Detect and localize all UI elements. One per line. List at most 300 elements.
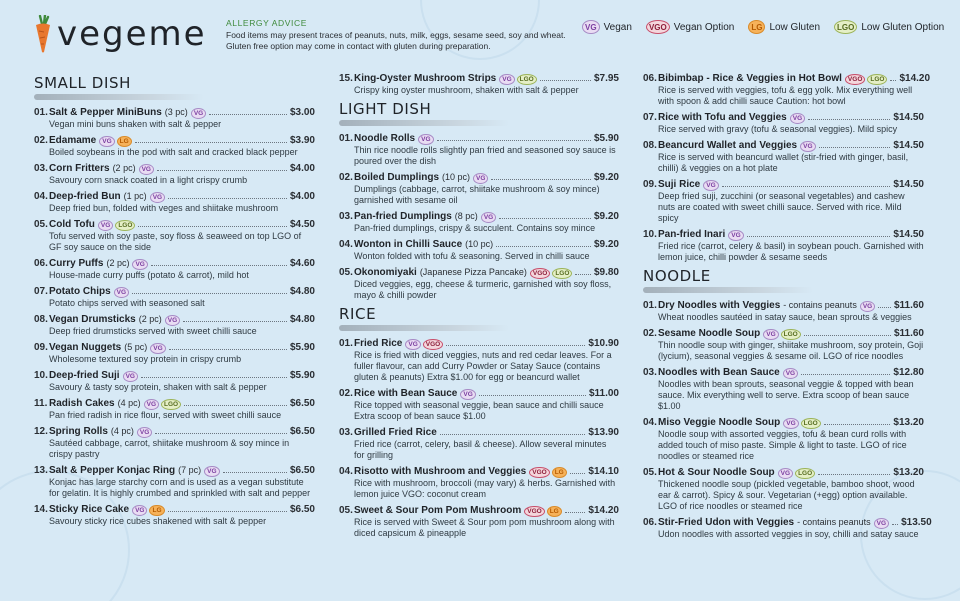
item-number: 03. bbox=[339, 427, 353, 438]
vg-badge-icon: VG bbox=[139, 164, 154, 175]
item-note: (8 pc) bbox=[454, 211, 478, 221]
item-dietary-tags bbox=[460, 389, 475, 400]
item-dietary-tags bbox=[473, 173, 488, 184]
item-dietary-tags bbox=[191, 108, 206, 119]
item-number: 02. bbox=[339, 388, 353, 399]
item-number: 01. bbox=[34, 107, 48, 118]
dot-leader bbox=[722, 186, 891, 187]
dot-leader bbox=[808, 119, 890, 120]
item-price: $5.90 bbox=[593, 133, 619, 144]
vg-badge-icon: VG bbox=[418, 134, 433, 145]
vg-badge-icon: VG bbox=[499, 74, 514, 85]
item-price: $6.50 bbox=[289, 426, 315, 437]
item-price: $3.90 bbox=[289, 135, 315, 146]
vgo-badge-icon: VGO bbox=[646, 20, 670, 34]
item-number: 01. bbox=[339, 338, 353, 349]
dot-leader bbox=[890, 80, 896, 81]
vg-badge-icon: VG bbox=[703, 180, 718, 191]
item-name: Deep-fried Bun bbox=[49, 191, 121, 202]
item-name: Risotto with Mushroom and Veggies bbox=[354, 466, 527, 477]
menu-item bbox=[34, 397, 315, 421]
item-number: 08. bbox=[34, 314, 48, 325]
item-price: $4.00 bbox=[289, 191, 315, 202]
item-dietary-tags bbox=[800, 141, 815, 152]
menu-item bbox=[643, 139, 924, 174]
item-description: Thickened noodle soup (pickled vegetable, bamboo shoot, wood ear & carrot). Spicy & sour. Vegetarian (+egg) option available. LGO of rice noodles or steamed rice bbox=[658, 479, 915, 511]
section-underline bbox=[34, 94, 204, 100]
item-description: Tofu served with soy paste, soy floss & seaweed on top LGO of GF soy sauce on the side bbox=[49, 231, 302, 252]
item-number: 04. bbox=[34, 191, 48, 202]
menu-item bbox=[643, 366, 924, 412]
item-number: 01. bbox=[339, 133, 353, 144]
item-price: $4.80 bbox=[289, 314, 315, 325]
menu-column-middle bbox=[339, 72, 619, 543]
item-price: $4.50 bbox=[289, 219, 315, 230]
item-name: Beancurd Wallet and Veggies bbox=[658, 140, 798, 151]
menu-item bbox=[339, 132, 619, 167]
vg-badge-icon: VG bbox=[144, 399, 159, 410]
item-dietary-tags bbox=[530, 268, 573, 279]
legend-item-lgo bbox=[834, 20, 944, 34]
dot-leader bbox=[169, 349, 287, 350]
item-note: (2 pc) bbox=[138, 314, 162, 324]
item-price: $4.80 bbox=[289, 286, 315, 297]
item-description: Wholesome textured soy protein in crispy crumb bbox=[49, 354, 242, 364]
menu-item bbox=[34, 341, 315, 365]
lgo-badge-icon: LGO bbox=[781, 329, 801, 340]
item-price: $6.50 bbox=[289, 465, 315, 476]
item-price: $9.20 bbox=[593, 172, 619, 183]
dot-leader bbox=[804, 335, 891, 336]
item-note: (4 pc) bbox=[117, 398, 141, 408]
dot-leader bbox=[440, 434, 586, 435]
menu-header bbox=[0, 0, 960, 62]
dot-leader bbox=[135, 142, 287, 143]
item-name: Noodles with Bean Sauce bbox=[658, 367, 780, 378]
item-dietary-tags bbox=[703, 180, 718, 191]
menu-item bbox=[643, 178, 924, 224]
item-price: $4.00 bbox=[289, 163, 315, 174]
item-note: (2 pc) bbox=[112, 163, 136, 173]
item-dietary-tags bbox=[132, 259, 147, 270]
menu-item bbox=[34, 190, 315, 214]
item-description: Thin noodle soup with ginger, shiitake mushroom, soy protein, Goji (lycium), seasonal veggies & sesame oil. LGO of rice noodles bbox=[658, 340, 924, 361]
item-name: Fried Rice bbox=[354, 338, 403, 349]
item-name: Okonomiyaki bbox=[354, 267, 417, 278]
item-dietary-tags bbox=[728, 230, 743, 241]
item-number: 05. bbox=[339, 505, 353, 516]
item-price: $14.10 bbox=[588, 466, 619, 477]
item-note: (5 pc) bbox=[124, 342, 148, 352]
item-name: Curry Puffs bbox=[49, 258, 104, 269]
menu-item bbox=[34, 134, 315, 158]
item-name: Suji Rice bbox=[658, 179, 701, 190]
legend-item-vgo bbox=[646, 20, 734, 34]
brand-name: vegeme bbox=[57, 14, 207, 54]
item-price: $11.60 bbox=[893, 328, 924, 339]
item-description: Thin rice noodle rolls slightly pan fried and seasoned soy sauce is poured over the dish bbox=[354, 145, 616, 166]
item-name: Dry Noodles with Veggies bbox=[658, 300, 781, 311]
item-name: Sesame Noodle Soup bbox=[658, 328, 761, 339]
item-number: 14. bbox=[34, 504, 48, 515]
item-description: Diced veggies, egg, cheese & turmeric, garnished with soy floss, mayo & chilli powder bbox=[354, 279, 612, 300]
menu-item bbox=[339, 171, 619, 206]
item-description: Rice with mushroom, broccoli (may vary) & herbs. Garnished with lemon juice VGO: coconut cream bbox=[354, 478, 616, 499]
dot-leader bbox=[155, 433, 287, 434]
item-number: 11. bbox=[34, 398, 48, 409]
menu-item bbox=[643, 466, 924, 512]
dot-leader bbox=[184, 405, 287, 406]
item-number: 02. bbox=[34, 135, 48, 146]
item-name: Bibimbap - Rice & Veggies in Hot Bowl bbox=[658, 73, 842, 84]
item-description: Konjac has large starchy corn and is used as a vegan substitute for gelatin. It is highly crumbed and sprinkled with salt and pepper bbox=[49, 477, 311, 498]
item-description: Savoury corn snack coated in a light crispy crumb bbox=[49, 175, 248, 185]
vgo-badge-icon: VGO bbox=[524, 506, 544, 517]
dot-leader bbox=[892, 524, 898, 525]
dot-leader bbox=[824, 424, 891, 425]
lgo-badge-icon: LGO bbox=[552, 268, 572, 279]
vg-badge-icon: VG bbox=[165, 315, 180, 326]
item-price: $9.80 bbox=[593, 267, 619, 278]
item-description: Noodle soup with assorted veggies, tofu & bean curd rolls with added touch of miso paste. Simple & light to taste. LGO of rice noodles or steamed rice bbox=[658, 429, 907, 461]
item-price: $13.20 bbox=[893, 467, 924, 478]
item-number: 12. bbox=[34, 426, 48, 437]
section-title: LIGHT DISH bbox=[339, 100, 432, 118]
dot-leader bbox=[223, 472, 287, 473]
item-number: 04. bbox=[643, 417, 657, 428]
item-number: 13. bbox=[34, 465, 48, 476]
item-price: $6.50 bbox=[289, 398, 315, 409]
item-description: Rice served with gravy (tofu & seasonal veggies). Mild spicy bbox=[658, 124, 898, 134]
item-number: 06. bbox=[34, 258, 48, 269]
item-number: 06. bbox=[643, 517, 657, 528]
vg-badge-icon: VG bbox=[728, 230, 743, 241]
dot-leader bbox=[141, 377, 287, 378]
item-dietary-tags bbox=[144, 399, 182, 410]
item-name: Salt & Pepper MiniBuns bbox=[49, 107, 162, 118]
item-number: 05. bbox=[34, 219, 48, 230]
menu-column-right bbox=[643, 72, 932, 544]
lgo-badge-icon: LGO bbox=[834, 20, 857, 34]
item-price: $14.20 bbox=[899, 73, 931, 84]
item-description: Fried rice (carrot, celery & basil) in soybean pouch. Garnished with lemon juice, chilli powder & sesame seeds bbox=[658, 241, 924, 262]
item-name: Rice with Bean Sauce bbox=[354, 388, 458, 399]
dot-leader bbox=[151, 265, 287, 266]
item-number: 10. bbox=[34, 370, 48, 381]
item-description: Wheat noodles sautéed in satay sauce, bean sprouts & veggies bbox=[658, 312, 912, 322]
item-description: Deep fried drumsticks served with sweet chilli sauce bbox=[49, 326, 257, 336]
legend-label: Low Gluten bbox=[769, 21, 821, 33]
item-number: 03. bbox=[34, 163, 48, 174]
item-dietary-tags bbox=[418, 134, 433, 145]
allergy-advice bbox=[226, 18, 566, 51]
vgo-badge-icon: VGO bbox=[529, 467, 549, 478]
dot-leader bbox=[157, 170, 287, 171]
menu-item bbox=[339, 387, 619, 422]
item-name: Cold Tofu bbox=[49, 219, 95, 230]
item-description: Rice is served with veggies, tofu & egg yolk. Mix everything well with spoon & add chilli sauce Caution: hot bowl bbox=[658, 85, 913, 106]
vg-badge-icon: VG bbox=[763, 329, 778, 340]
item-dietary-tags bbox=[529, 467, 566, 478]
dot-leader bbox=[747, 236, 891, 237]
item-number: 07. bbox=[34, 286, 48, 297]
item-note: - contains peanuts bbox=[783, 300, 857, 310]
dot-leader bbox=[540, 80, 591, 81]
legend-label: Vegan bbox=[603, 21, 632, 33]
vgo-badge-icon: VGO bbox=[530, 268, 550, 279]
dot-leader bbox=[496, 246, 591, 247]
item-price: $3.00 bbox=[289, 107, 315, 118]
item-number: 01. bbox=[643, 300, 657, 311]
menu-item bbox=[339, 465, 619, 500]
vg-badge-icon: VG bbox=[783, 368, 798, 379]
section-title: SMALL DISH bbox=[34, 74, 131, 92]
item-note: (4 pc) bbox=[110, 426, 134, 436]
dot-leader bbox=[878, 307, 891, 308]
dot-leader bbox=[209, 114, 287, 115]
item-name: Salt & Pepper Konjac Ring bbox=[49, 465, 176, 476]
dot-leader bbox=[565, 512, 586, 513]
item-price: $7.95 bbox=[593, 73, 619, 84]
item-price: $14.50 bbox=[893, 112, 924, 123]
item-description: Fried rice (carrot, celery, basil & cheese). Allow several minutes for grilling bbox=[354, 439, 607, 460]
item-name: Vegan Drumsticks bbox=[49, 314, 136, 325]
vg-badge-icon: VG bbox=[132, 259, 147, 270]
menu-item bbox=[34, 464, 315, 499]
vg-badge-icon: VG bbox=[874, 518, 889, 529]
lg-badge-icon: LG bbox=[748, 20, 765, 34]
item-description: Rice is served with beancurd wallet (stir-fried with ginger, basil, chilli) & veggies on a hot plate bbox=[658, 152, 909, 173]
vg-badge-icon: VG bbox=[800, 141, 815, 152]
menu-item bbox=[34, 285, 315, 309]
item-dietary-tags bbox=[778, 468, 816, 479]
menu-item bbox=[34, 106, 315, 130]
menu-item bbox=[34, 425, 315, 460]
item-dietary-tags bbox=[860, 301, 875, 312]
menu-item bbox=[34, 257, 315, 281]
item-name: Radish Cakes bbox=[49, 398, 115, 409]
menu-item bbox=[643, 416, 924, 462]
allergy-title: ALLERGY ADVICE bbox=[226, 18, 307, 28]
legend-label: Low Gluten Option bbox=[861, 21, 945, 33]
item-description: Pan fried radish in rice flour, served with sweet chilli sauce bbox=[49, 410, 282, 420]
menu-item bbox=[643, 327, 924, 362]
dot-leader bbox=[446, 345, 585, 346]
vegeme-logo bbox=[33, 15, 207, 53]
item-number: 09. bbox=[643, 179, 657, 190]
vg-badge-icon: VG bbox=[99, 136, 114, 147]
item-description: Crispy king oyster mushroom, shaken with salt & pepper bbox=[354, 85, 579, 95]
menu-column-left bbox=[34, 72, 315, 531]
vg-badge-icon: VG bbox=[204, 466, 219, 477]
item-dietary-tags bbox=[405, 339, 443, 350]
legend-label: Vegan Option bbox=[673, 21, 735, 33]
item-name: Hot & Sour Noodle Soup bbox=[658, 467, 775, 478]
vg-badge-icon: VG bbox=[460, 389, 475, 400]
vg-badge-icon: VG bbox=[150, 192, 165, 203]
item-dietary-tags bbox=[99, 136, 131, 147]
vgo-badge-icon: VGO bbox=[845, 74, 865, 85]
item-name: Sweet & Sour Pom Pom Mushroom bbox=[354, 505, 522, 516]
allergy-text: Food items may present traces of peanuts, nuts, milk, eggs, sesame seed, soy and wheat. Gluten free option may come in contact with gluten during preparation. bbox=[226, 30, 566, 51]
dot-leader bbox=[819, 147, 891, 148]
item-price: $14.50 bbox=[893, 179, 924, 190]
item-price: $9.20 bbox=[593, 239, 619, 250]
menu-item bbox=[34, 313, 315, 337]
item-name: Edamame bbox=[49, 135, 97, 146]
menu-item bbox=[34, 503, 315, 527]
item-description: Potato chips served with seasoned salt bbox=[49, 298, 205, 308]
menu-item bbox=[34, 162, 315, 186]
item-note: (10 pc) bbox=[442, 172, 471, 182]
dot-leader bbox=[183, 321, 287, 322]
item-name: Spring Rolls bbox=[49, 426, 108, 437]
menu-item bbox=[339, 426, 619, 461]
dietary-legend bbox=[582, 20, 944, 34]
item-description: Savoury & tasty soy protein, shaken with salt & pepper bbox=[49, 382, 267, 392]
dot-leader bbox=[491, 179, 591, 180]
dot-leader bbox=[168, 198, 287, 199]
item-price: $11.60 bbox=[893, 300, 924, 311]
item-dietary-tags bbox=[123, 371, 138, 382]
item-name: Corn Fritters bbox=[49, 163, 110, 174]
lg-badge-icon: LG bbox=[547, 506, 562, 517]
lg-badge-icon: LG bbox=[117, 136, 132, 147]
item-dietary-tags bbox=[524, 506, 561, 517]
item-dietary-tags bbox=[481, 212, 496, 223]
menu-item bbox=[339, 238, 619, 262]
menu-item bbox=[34, 218, 315, 253]
item-description: Pan-fried dumplings, crispy & succulent. Contains soy mince bbox=[354, 223, 596, 233]
vg-badge-icon: VG bbox=[778, 468, 793, 479]
item-name: Boiled Dumplings bbox=[354, 172, 439, 183]
section-title: NOODLE bbox=[643, 267, 711, 285]
item-description: Udon noodles with assorted veggies in soy, chilli and satay sauce bbox=[658, 529, 919, 539]
item-name: Rice with Tofu and Veggies bbox=[658, 112, 787, 123]
item-dietary-tags bbox=[783, 418, 821, 429]
item-price: $9.20 bbox=[593, 211, 619, 222]
lgo-badge-icon: LGO bbox=[795, 468, 815, 479]
item-description: Boiled soybeans in the pod with salt and cracked black pepper bbox=[49, 147, 298, 157]
item-price: $5.90 bbox=[289, 370, 315, 381]
dot-leader bbox=[818, 474, 890, 475]
item-description: Rice is fried with diced veggies, nuts and red cedar leaves. For a fuller flavour, can add Curry Powder or Satay Sauce (contains gluten & peanuts) Extra $1.00 for egg or beancurd wallet bbox=[354, 350, 612, 382]
vg-badge-icon: VG bbox=[150, 343, 165, 354]
menu-item bbox=[339, 210, 619, 234]
item-description: Noodles with bean sprouts, seasonal veggie & topped with bean sauce. Mix everything well to serve. Extra scoop of bean sauce $1.00 bbox=[658, 379, 914, 411]
item-dietary-tags bbox=[845, 74, 888, 85]
item-number: 03. bbox=[339, 211, 353, 222]
item-name: Noodle Rolls bbox=[354, 133, 416, 144]
item-number: 10. bbox=[643, 229, 657, 240]
item-name: Wonton in Chilli Sauce bbox=[354, 239, 463, 250]
vg-badge-icon: VG bbox=[98, 220, 113, 231]
dot-leader bbox=[479, 395, 586, 396]
menu-item bbox=[339, 504, 619, 539]
vg-badge-icon: VG bbox=[137, 427, 152, 438]
item-name: Pan-fried Inari bbox=[658, 229, 726, 240]
item-dietary-tags bbox=[98, 220, 136, 231]
section-underline bbox=[643, 287, 813, 293]
item-note: (2 pc) bbox=[106, 258, 130, 268]
item-name: Vegan Nuggets bbox=[49, 342, 122, 353]
lg-badge-icon: LG bbox=[552, 467, 567, 478]
legend-item-vg bbox=[582, 20, 632, 34]
vg-badge-icon: VG bbox=[123, 371, 138, 382]
item-dietary-tags bbox=[874, 518, 889, 529]
dot-leader bbox=[132, 293, 287, 294]
item-number: 05. bbox=[339, 267, 353, 278]
vg-badge-icon: VG bbox=[790, 113, 805, 124]
menu-item bbox=[339, 72, 619, 96]
item-number: 04. bbox=[339, 239, 353, 250]
dot-leader bbox=[570, 473, 586, 474]
item-dietary-tags bbox=[499, 74, 537, 85]
item-number: 04. bbox=[339, 466, 353, 477]
item-note: (1 pc) bbox=[123, 191, 147, 201]
item-name: Sticky Rice Cake bbox=[49, 504, 130, 515]
item-price: $6.50 bbox=[289, 504, 315, 515]
vg-badge-icon: VG bbox=[481, 212, 496, 223]
item-dietary-tags bbox=[790, 113, 805, 124]
item-price: $14.20 bbox=[588, 505, 619, 516]
vg-badge-icon: VG bbox=[191, 108, 206, 119]
item-description: Deep fried bun, folded with veges and shiitake mushroom bbox=[49, 203, 279, 213]
dot-leader bbox=[437, 140, 591, 141]
item-description: Savoury sticky rice cubes shakened with salt & pepper bbox=[49, 516, 267, 526]
item-dietary-tags bbox=[150, 343, 165, 354]
item-name: Stir-Fried Udon with Veggies bbox=[658, 517, 795, 528]
item-note: (7 pc) bbox=[178, 465, 202, 475]
section-title: RICE bbox=[339, 305, 377, 323]
menu-item bbox=[339, 266, 619, 301]
section-underline bbox=[339, 120, 509, 126]
section-underline bbox=[339, 325, 509, 331]
item-note: (Japanese Pizza Pancake) bbox=[419, 267, 527, 277]
vg-badge-icon: VG bbox=[114, 287, 129, 298]
lgo-badge-icon: LGO bbox=[867, 74, 887, 85]
item-price: $10.90 bbox=[588, 338, 619, 349]
dot-leader bbox=[168, 511, 287, 512]
item-number: 06. bbox=[643, 73, 657, 84]
vg-badge-icon: VG bbox=[473, 173, 488, 184]
item-dietary-tags bbox=[139, 164, 154, 175]
menu-item bbox=[643, 72, 931, 107]
menu-item bbox=[34, 369, 315, 393]
item-price: $11.00 bbox=[588, 388, 619, 399]
item-name: Grilled Fried Rice bbox=[354, 427, 437, 438]
item-description: Rice is served with Sweet & Sour pom pom mushroom along with diced capsicum & pineapple bbox=[354, 517, 615, 538]
item-number: 07. bbox=[643, 112, 657, 123]
item-description: Rice topped with seasonal veggie, bean sauce and chilli sauce Extra scoop of bean sauce $1.00 bbox=[354, 400, 604, 421]
item-description: Deep fried suji, zucchini (or seasonal vegetables) and cashew nuts are coated with sweet chilli sauce. Served with rice. Mild spicy bbox=[658, 191, 905, 223]
vg-badge-icon: VG bbox=[783, 418, 798, 429]
item-price: $12.80 bbox=[893, 367, 924, 378]
item-price: $4.60 bbox=[289, 258, 315, 269]
vg-badge-icon: VG bbox=[582, 20, 600, 34]
dot-leader bbox=[138, 226, 287, 227]
item-note: - contains peanuts bbox=[797, 517, 871, 527]
menu-item bbox=[643, 111, 924, 135]
menu-item bbox=[339, 337, 619, 383]
item-name: Deep-fried Suji bbox=[49, 370, 120, 381]
item-dietary-tags bbox=[763, 329, 801, 340]
item-dietary-tags bbox=[132, 505, 164, 516]
item-number: 05. bbox=[643, 467, 657, 478]
item-description: Sautéed cabbage, carrot, shiitake mushroom & soy mince in crispy pastry bbox=[49, 438, 290, 459]
item-name: Potato Chips bbox=[49, 286, 111, 297]
item-dietary-tags bbox=[137, 427, 152, 438]
